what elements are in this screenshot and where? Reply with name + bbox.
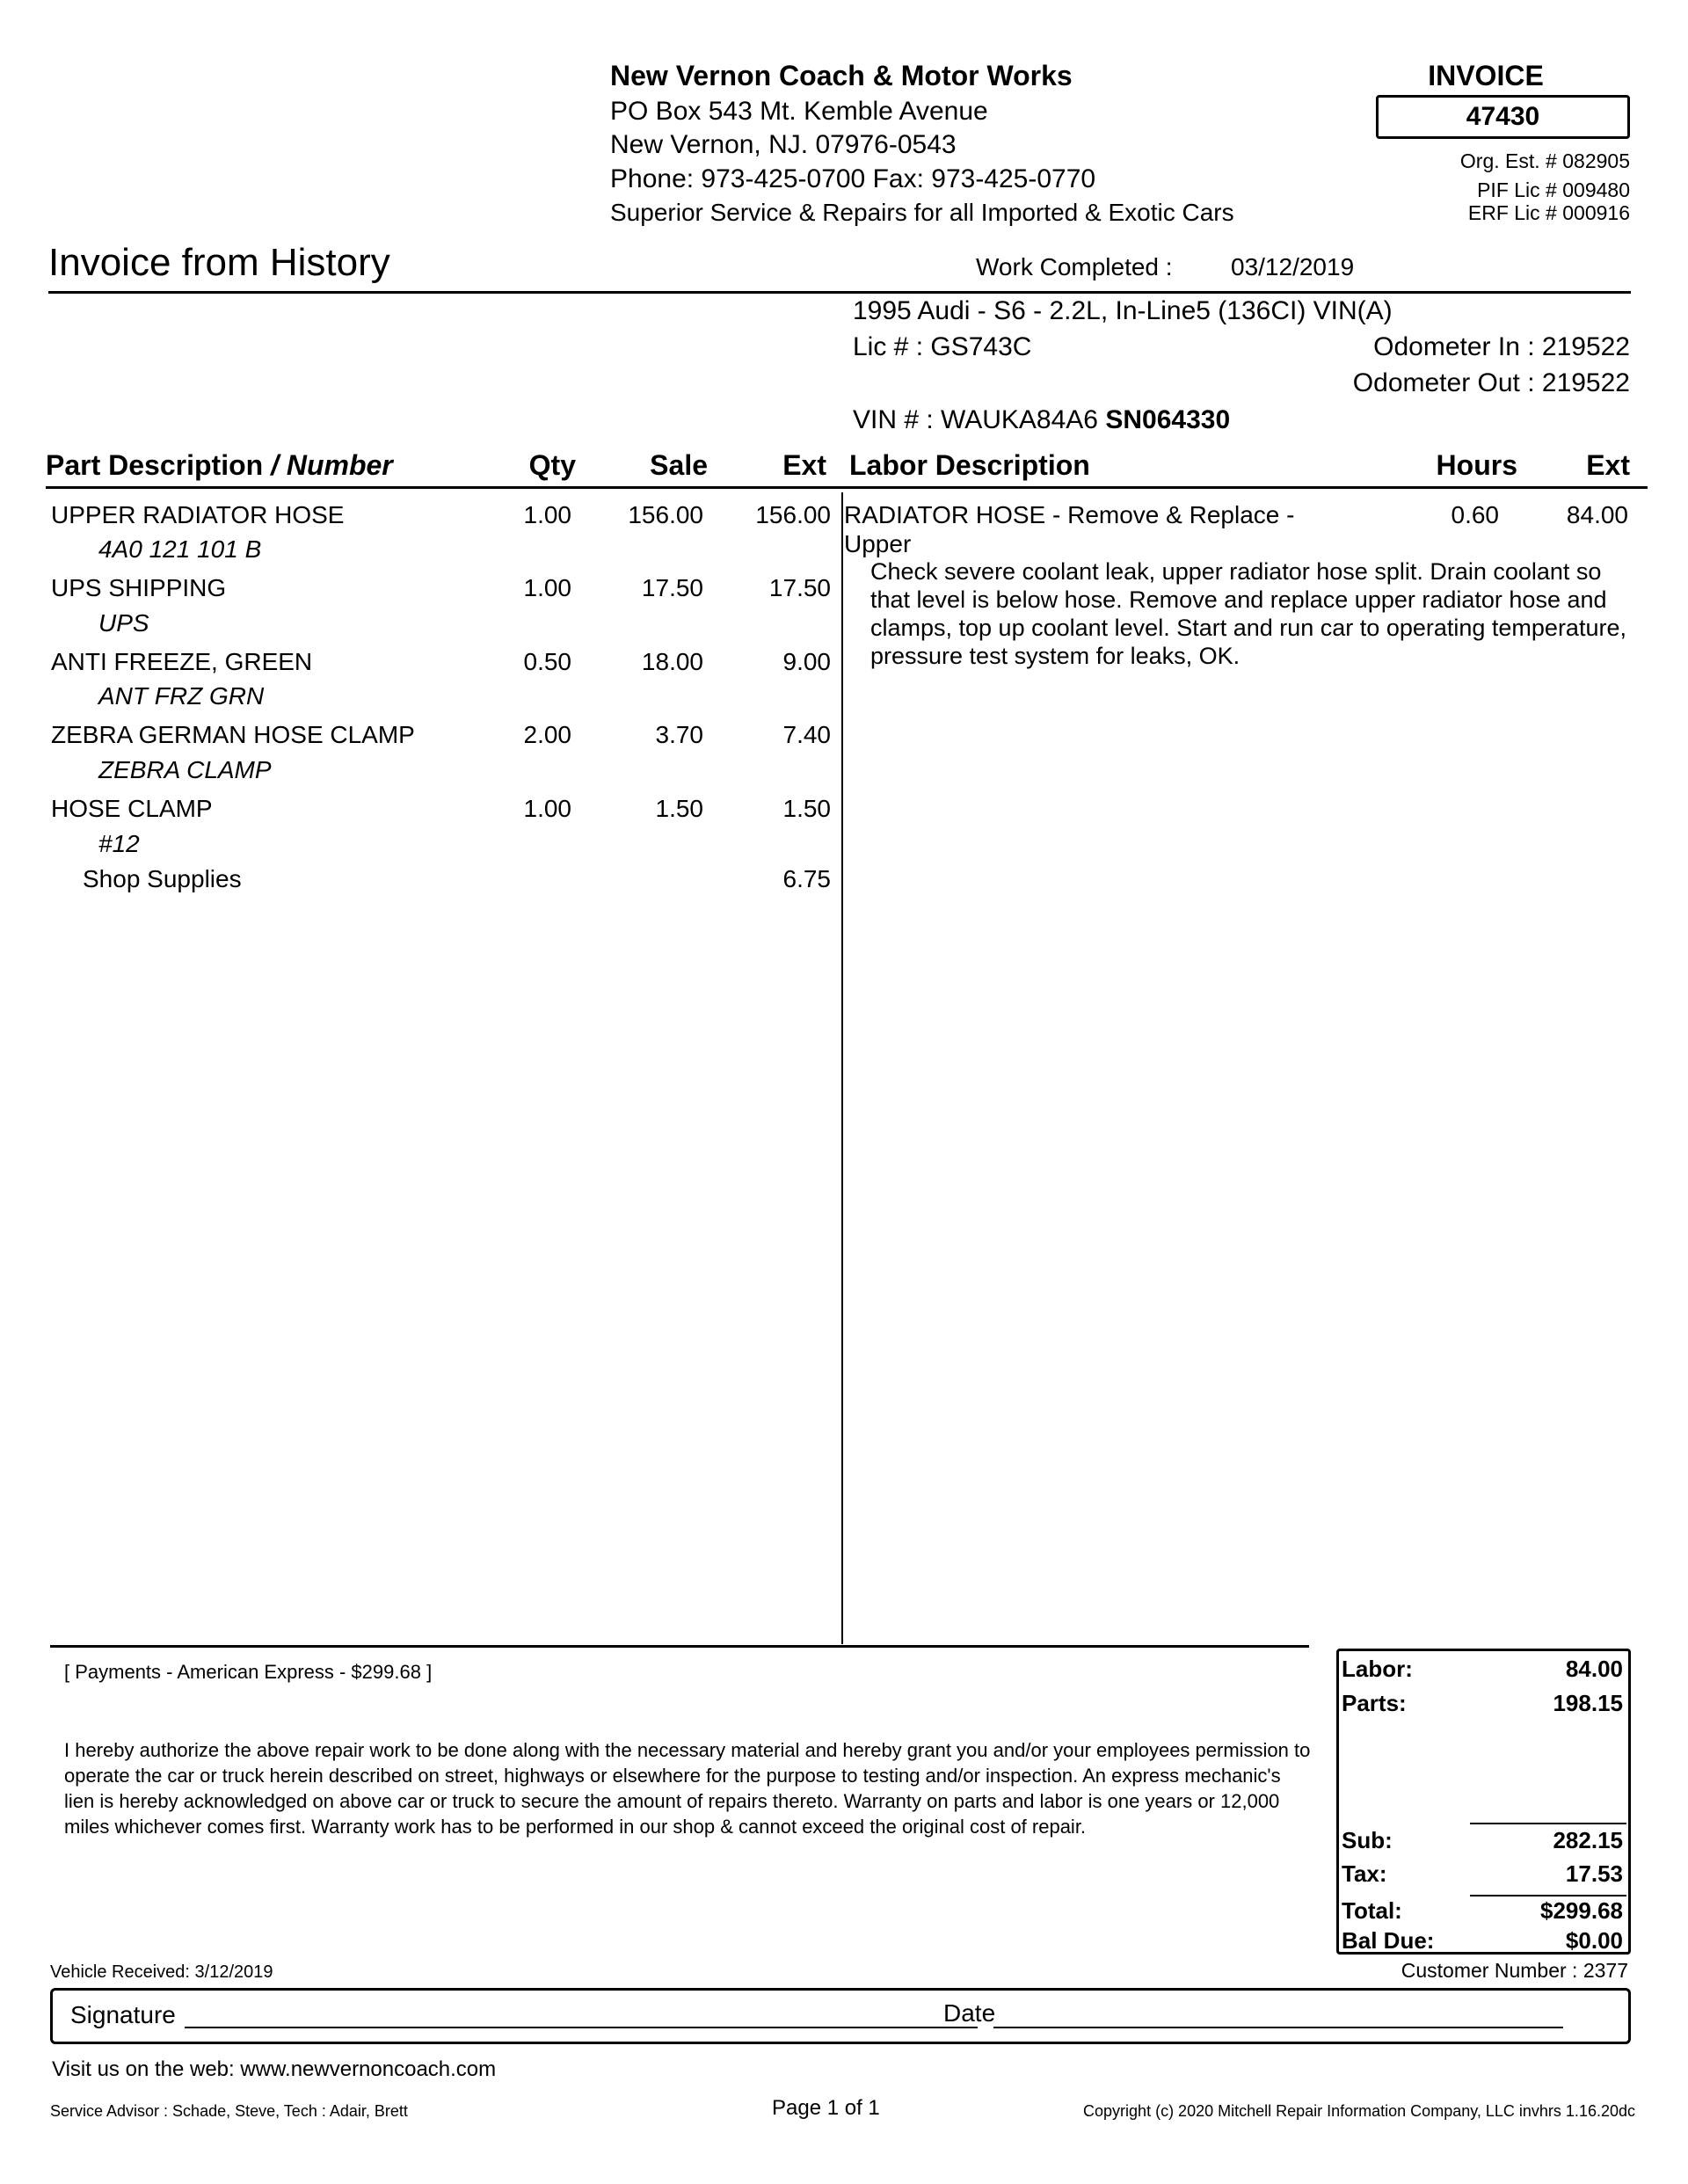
labor-header-description: Labor Description: [849, 449, 1090, 481]
part-sale: 3.70: [655, 721, 703, 748]
vehicle-received: Vehicle Received: 3/12/2019: [50, 1962, 273, 1982]
part-description: ZEBRA GERMAN HOSE CLAMP: [51, 721, 415, 748]
part-number: 4A0 121 101 B: [98, 535, 262, 563]
parts-header-description: [46, 449, 393, 482]
labor-operation-cont: Upper: [844, 530, 912, 557]
totals-parts-value: 198.15: [1553, 1690, 1623, 1716]
labor-header-ext: Ext: [1586, 449, 1630, 481]
part-ext: 17.50: [768, 574, 831, 601]
labor-header-hours: Hours: [1436, 449, 1517, 481]
shop-address-line2: New Vernon, NJ. 07976-0543: [610, 130, 957, 159]
document-title: Invoice from History: [48, 241, 390, 284]
shop-name: New Vernon Coach & Motor Works: [610, 60, 1073, 91]
part-description: UPPER RADIATOR HOSE: [51, 501, 345, 528]
parts-header-desc-text: Part Description: [46, 449, 272, 481]
totals-sub-label: Sub:: [1342, 1827, 1393, 1853]
date-line[interactable]: [993, 2027, 1563, 2028]
invoice-number: 47430: [1466, 102, 1540, 131]
shop-supplies-ext: 6.75: [782, 865, 831, 892]
part-qty: 1.00: [523, 574, 571, 601]
erf-license: ERF Lic # 000916: [1467, 201, 1630, 224]
part-number: #12: [98, 830, 140, 857]
totals-tax-label: Tax:: [1342, 1860, 1387, 1887]
payments-note: [ Payments - American Express - $299.68 ]: [64, 1661, 433, 1683]
page-number: Page 1 of 1: [772, 2096, 880, 2120]
vin-prefix: VIN # : WAUKA84A6: [853, 405, 1106, 434]
labor-notes: Check severe coolant leak, upper radiator hose split. Drain coolant so that level is below hose. Remove and replace upper radiator hose and clamps, top up coolant level. Start and run car to operating temperature, pressure test system for leaks, OK.: [870, 558, 1626, 669]
service-advisor-tech: Service Advisor : Schade, Steve, Tech : Adair, Brett: [50, 2102, 408, 2120]
copyright: Copyright (c) 2020 Mitchell Repair Information Company, LLC invhrs 1.16.20dc: [1083, 2102, 1635, 2120]
shop-phone-fax: Phone: 973-425-0700 Fax: 973-425-0770: [610, 164, 1096, 193]
title-divider: [48, 291, 1631, 294]
vin-serial: SN064330: [1105, 405, 1231, 434]
shop-supplies-label: Shop Supplies: [83, 865, 242, 892]
subtotal-rule: [1470, 1823, 1626, 1824]
part-number: UPS: [98, 609, 149, 637]
vin-number: [853, 405, 1230, 435]
part-ext: 156.00: [755, 501, 831, 528]
part-ext: 9.00: [782, 648, 831, 675]
invoice-number-box: [1376, 95, 1630, 139]
odometer-in: Odometer In : 219522: [1373, 332, 1630, 361]
totals-labor-value: 84.00: [1565, 1656, 1623, 1682]
odometer-out: Odometer Out : 219522: [1352, 368, 1630, 397]
parts-header-qty: Qty: [528, 449, 576, 481]
license-plate: Lic # : GS743C: [853, 332, 1032, 361]
part-sale: 1.50: [655, 795, 703, 822]
part-description: HOSE CLAMP: [51, 795, 213, 822]
part-ext: 1.50: [782, 795, 831, 822]
work-completed-label: Work Completed :: [976, 253, 1173, 280]
footer-divider: [50, 1645, 1309, 1648]
total-rule: [1470, 1895, 1626, 1896]
part-qty: 0.50: [523, 648, 571, 675]
shop-tagline: Superior Service & Repairs for all Imported & Exotic Cars: [610, 199, 1234, 226]
org-est-number: Org. Est. # 082905: [1459, 149, 1630, 172]
totals-labor-label: Labor:: [1342, 1656, 1413, 1682]
invoice-heading: INVOICE: [1428, 60, 1544, 91]
totals-balance-value: $0.00: [1565, 1927, 1623, 1954]
part-qty: 1.00: [523, 795, 571, 822]
work-completed-date: 03/12/2019: [1231, 253, 1355, 280]
totals-sub-value: 282.15: [1553, 1827, 1623, 1853]
labor-hours: 0.60: [1451, 501, 1499, 528]
shop-address-line1: PO Box 543 Mt. Kemble Avenue: [610, 97, 988, 126]
parts-header-number-text: / Number: [271, 449, 393, 481]
part-sale: 17.50: [641, 574, 703, 601]
labor-operation: RADIATOR HOSE - Remove & Replace -: [844, 501, 1295, 528]
parts-header-ext: Ext: [782, 449, 826, 481]
signature-line[interactable]: [185, 2027, 978, 2028]
labor-ext: 84.00: [1566, 501, 1628, 528]
part-description: ANTI FREEZE, GREEN: [51, 648, 313, 675]
part-number: ZEBRA CLAMP: [98, 756, 272, 783]
pif-license: PIF Lic # 009480: [1477, 178, 1630, 201]
parts-labor-divider: [841, 492, 843, 1644]
parts-header-sale: Sale: [650, 449, 708, 481]
authorization-text: I hereby authorize the above repair work to be done along with the necessary material and hereby grant you and/or your employees permission to operate the car or truck herein described on street, highways or elsewhere for the purpose to testing and/or inspection. An express mechanic's lien is hereby acknowledged on above car or truck to secure the amount of repairs thereto. Warranty on parts and labor is one years or 12,000 miles whichever comes first. Warranty work has to be performed in our shop & cannot exceed the original cost of repair.: [64, 1739, 1311, 1838]
part-qty: 1.00: [523, 501, 571, 528]
totals-balance-label: Bal Due:: [1342, 1927, 1435, 1954]
totals-tax-value: 17.53: [1565, 1860, 1623, 1887]
part-qty: 2.00: [523, 721, 571, 748]
vehicle-description: 1995 Audi - S6 - 2.2L, In-Line5 (136CI) VIN(A): [853, 296, 1393, 325]
part-sale: 156.00: [628, 501, 703, 528]
part-number: ANT FRZ GRN: [98, 682, 265, 710]
signature-box: [50, 1988, 1631, 2044]
totals-total-value: $299.68: [1540, 1897, 1623, 1924]
totals-parts-label: Parts:: [1342, 1690, 1407, 1716]
website-note: Visit us on the web: www.newvernoncoach.com: [52, 2057, 497, 2081]
totals-total-label: Total:: [1342, 1897, 1402, 1924]
part-sale: 18.00: [641, 648, 703, 675]
part-ext: 7.40: [782, 721, 831, 748]
column-header-divider: [46, 486, 1648, 489]
signature-label: Signature: [70, 2001, 176, 2028]
customer-number: Customer Number : 2377: [1401, 1959, 1628, 1982]
part-description: UPS SHIPPING: [51, 574, 227, 601]
date-label: Date: [943, 1999, 996, 2027]
